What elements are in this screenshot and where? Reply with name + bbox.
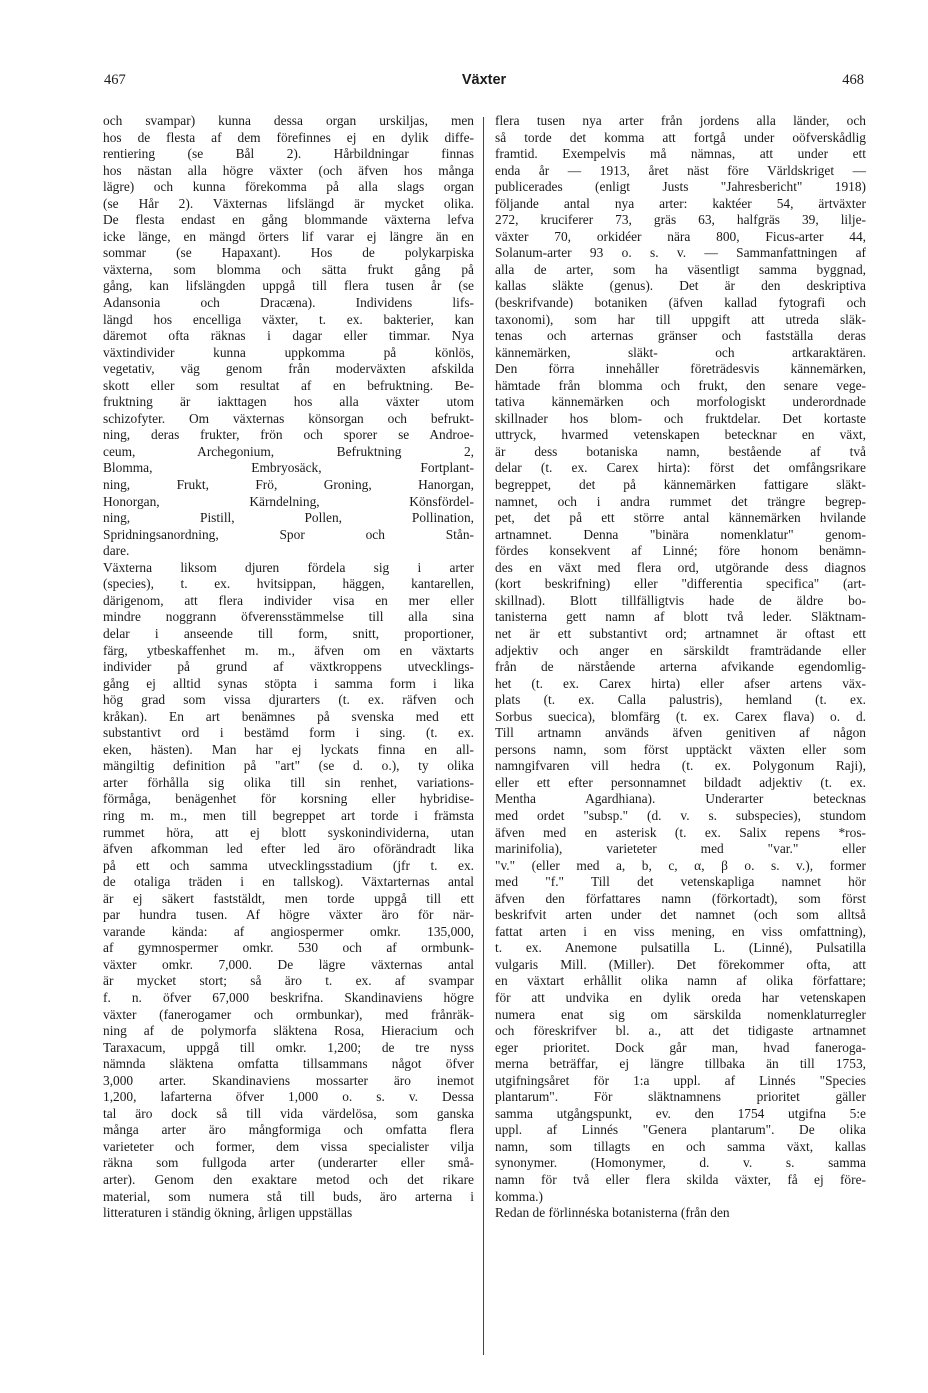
text-line: beskrifvit arten under det namnet (och som alltså: [495, 907, 866, 923]
text-line: net är ett substantivt ord; artnamnet är oftast ett: [495, 625, 866, 641]
text-line: hos nästan alla högre växter (och äfven hos många: [103, 162, 474, 178]
text-line: taxonomi), som har till uppgift att utreda släk-: [495, 311, 866, 327]
text-line: "v." (eller med a, b, c, α, β o. s. v.), former: [495, 857, 866, 873]
text-line: fruktning är iakttagen hos alla växter utom: [103, 394, 474, 410]
page-number-left: 467: [104, 72, 126, 88]
text-line: längd hos encelliga växter, t. ex. bakterier, kan: [103, 311, 474, 327]
left-text-column: [103, 113, 474, 1222]
text-line: enda år — 1913, året näst före Världskriget —: [495, 162, 866, 178]
text-line: Taraxacum, uppgå till omkr. 1,200; de tre nyss: [103, 1039, 474, 1055]
text-line: Mentha Agardhiana). Underarter betecknas: [495, 791, 866, 807]
text-line: mindre noggrann öfverensstämmelse till alla sina: [103, 609, 474, 625]
text-line: Adansonia och Dracæna). Individens lifs-: [103, 295, 474, 311]
text-line: växter (fanerogamer och ormbunkar), med frånräk-: [103, 1006, 474, 1022]
text-line: är mycket stort; så äro t. ex. af svampar: [103, 973, 474, 989]
text-line: hög grad som vissa djurarters (t. ex. räfven och: [103, 692, 474, 708]
text-line: tenas och arternas gränser och fastställa deras: [495, 328, 866, 344]
text-line: är ej säkert faststäldt, men torde uppgå till ett: [103, 890, 474, 906]
text-line: med "f." Till det vetenskapliga namnet hör: [495, 874, 866, 890]
text-line: däremot ofta räknas i dagar eller timmar. Nya: [103, 328, 474, 344]
text-line: uppl. af Linnés "Genera plantarum". De olika: [495, 1122, 866, 1138]
text-line: ning af de polymorfa släktena Rosa, Hieracium och: [103, 1023, 474, 1039]
running-header: [104, 72, 864, 94]
text-line: är dess botaniska namn, bestående af två: [495, 443, 866, 459]
text-line: framtid. Exempelvis må nämnas, att under ett: [495, 146, 866, 162]
text-line: Till artnamn används äfven genitiven af någon: [495, 725, 866, 741]
page-number-right: 468: [842, 72, 864, 88]
text-line: växterna, som blomma och sätta frukt gång på: [103, 261, 474, 277]
text-line: namngifvaren vill hedra (t. ex. Polygonum Raji),: [495, 758, 866, 774]
text-line: numera enat sig om särskilda nomenklaturregler: [495, 1006, 866, 1022]
text-line: schizofyter. Om växternas könsorgan och befrukt-: [103, 410, 474, 426]
text-line: (species), t. ex. hvitsippan, häggen, kantarellen,: [103, 576, 474, 592]
text-line: hos de flesta af dem förefinnes ej en dylik diffe-: [103, 129, 474, 145]
text-line: växter omkr. 7,000. De lägre växternas antal: [103, 956, 474, 972]
text-line: eger prioritet. Dock går man, hvad fanerogа-: [495, 1039, 866, 1055]
text-line: skillnad). Blott tillfälligtvis hade de äldre bo-: [495, 592, 866, 608]
text-line: 3,000 arter. Skandinaviens mossarter äro inemot: [103, 1072, 474, 1088]
text-line: arter). Genom den exaktare metod och det rikare: [103, 1172, 474, 1187]
text-line: uttryck, hvarmed vetenskapen betecknar en växt,: [495, 427, 866, 443]
text-line: (se Hår 2). Växternas lifslängd är mycket olika.: [103, 195, 474, 211]
text-line: tal äro dock så till vida värdelösa, som ganska: [103, 1105, 474, 1121]
text-line: dare.: [103, 543, 130, 559]
text-line: Honorgan, Kärndelning, Könsfördel-: [103, 493, 474, 509]
text-line: skillnader hos blom- och fruktdelar. Det kortaste: [495, 410, 866, 426]
text-line: litteraturen i ständig ökning, årligen uppställas: [103, 1205, 353, 1221]
text-line: f. n. öfver 67,000 beskrifna. Skandinaviens högre: [103, 989, 474, 1005]
text-line: alla de arter, som ha väsentligt samma byggnad,: [495, 261, 866, 277]
text-line: arter förhålla sig olika till sin renhet, variations-: [103, 774, 474, 790]
text-line: ning, Frukt, Frö, Groning, Hanorgan,: [103, 477, 474, 493]
text-line: Växterna liksom djuren fördela sig i arter: [103, 559, 474, 575]
text-line: tanisterna gett namn af blott två leder. Släktnam-: [495, 609, 866, 625]
text-line: par hundra tusen. Af högre växter äro för när-: [103, 907, 474, 923]
text-line: des en växt med flera ord, utgörande dess diagnos: [495, 559, 866, 575]
text-line: flera tusen nya arter från jordens alla länder, och: [495, 113, 866, 128]
text-line: fördes konsekvent af Linné; före honom benämn-: [495, 543, 866, 559]
text-line: merna beträffar, ej längre tillbaka än till 1753,: [495, 1056, 866, 1072]
text-line: därigenom, att flera individer visa en mer eller: [103, 592, 474, 608]
text-line: komma.): [495, 1188, 543, 1204]
text-line: (beskrifvande) botaniken (äfven kallad fytografi och: [495, 295, 866, 311]
text-line: marinifolia), varieteter med "var." eller: [495, 841, 866, 857]
text-line: gång ej alltid synas stöpta i samma form i lika: [103, 675, 474, 691]
text-line: så torde det komma att fortgå under oöfverskådlig: [495, 129, 866, 145]
text-line: af gymnospermer omkr. 530 och af ormbunk-: [103, 940, 474, 956]
text-line: persons namn, som först upptäckt växten eller som: [495, 741, 866, 757]
text-line: lägre) och kunna förekomma på alla slags organ: [103, 179, 474, 195]
text-line: het (t. ex. Carex hirta) eller afser artens väx-: [495, 675, 866, 691]
text-line: kallas släkte (genus). Det är den deskriptiva: [495, 278, 866, 294]
text-line: hämtade från blomma och frukt, den senare vege-: [495, 377, 866, 393]
text-line: varande kända: af angiospermer omkr. 135,000,: [103, 923, 474, 939]
text-line: individer på grund af växtkroppens utvecklings-: [103, 659, 474, 675]
text-line: 1,200, lafarterna öfver 1,000 o. s. v. Dessa: [103, 1089, 474, 1105]
text-line: äfven afkomman led efter led äro oförändradt lika: [103, 841, 474, 857]
text-line: de otaliga träden i en tallskog). Växtarternas antal: [103, 874, 474, 890]
text-line: kråkan). En art benämnes på svenska med ett: [103, 708, 474, 724]
text-line: varieteter och former, dem vissa specialister vilja: [103, 1138, 474, 1154]
text-line: många arter äro mångformiga och omfatta flera: [103, 1122, 474, 1138]
text-line: från de närstående arterna afvikande egendomlig-: [495, 659, 866, 675]
text-line: utgifningsåret för 1:a uppl. af Linnés "Species: [495, 1072, 866, 1088]
text-line: eken, hästen). Man har ej lyckats finna en all-: [103, 741, 474, 757]
text-line: publicerades (enligt Justs "Jahresbericht" 1918): [495, 179, 866, 195]
text-line: ning, deras frukter, frön och sporer se Androe-: [103, 427, 474, 443]
text-line: ning, Pistill, Pollen, Pollination,: [103, 510, 474, 526]
text-line: färg, ytbeskaffenhet m. m., äfven om en växtarts: [103, 642, 474, 658]
text-line: delar (t. ex. Carex hirta): först det omfångsrikare: [495, 460, 866, 476]
text-line: ring m. m., men till begreppet art torde i främsta: [103, 807, 474, 823]
text-line: delar i anseende till form, snitt, proportioner,: [103, 625, 474, 641]
text-line: t. ex. Anemone pulsatilla L. (Linné), Pulsatilla: [495, 940, 866, 956]
text-line: äfven den författares namn (förkortadt), som först: [495, 890, 866, 906]
text-line: kännemärken, släkt- och artkaraktären.: [495, 344, 866, 360]
text-line: namnet, och i andra rummet det trängre begrep-: [495, 493, 866, 509]
text-line: namn för två eller flera skilda växter, få ej före-: [495, 1172, 866, 1187]
column-divider: [483, 117, 484, 1355]
text-line: artnamnet. Denna "binära nomenklatur" genom-: [495, 526, 866, 542]
text-line: pet, det på ett större antal kännemärken hvilande: [495, 510, 866, 526]
text-line: namn, som tillagts en och samma växt, kallas: [495, 1138, 866, 1154]
text-line: växtindivider kunna uppkomma på könlös,: [103, 344, 474, 360]
text-line: mängiltig definition på "art" (se d. o.), ty olika: [103, 758, 474, 774]
text-line: samma utgångspunkt, ev. den 1754 utgifna 5:e: [495, 1105, 866, 1121]
text-line: nämnda släktena omfatta tillsammans något öfver: [103, 1056, 474, 1072]
text-line: med ordet "subsp." (d. v. s. subspecies), stundom: [495, 807, 866, 823]
text-line: De flesta endast en gång blommande växterna lefva: [103, 212, 474, 228]
text-line: begreppet, det på kännemärken fattigare släkt-: [495, 477, 866, 493]
text-line: räkna som fullgoda arter (underarter eller små-: [103, 1155, 474, 1171]
text-line: vulgaris Mill. (Miller). Det förekommer ofta, att: [495, 956, 866, 972]
text-line: tativa kännemärken och morfologiskt underordnade: [495, 394, 866, 410]
text-line: substantivt ord i bestämd form i sing. (t. ex.: [103, 725, 474, 741]
text-line: ceum, Archegonium, Befruktning 2,: [103, 443, 474, 459]
text-line: 272, kruciferer 73, gräs 63, halfgräs 39, lilje-: [495, 212, 866, 228]
text-line: icke länge, en mängd örters lif varar ej längre än en: [103, 228, 474, 244]
text-line: plantarum". För släktnamnens prioritet gäller: [495, 1089, 866, 1105]
text-line: på ett och samma utvecklingsstadium (jfr t. ex.: [103, 857, 474, 873]
text-line: Den förra innehåller företrädesvis kännemärken,: [495, 361, 866, 377]
page-title: Växter: [461, 72, 507, 88]
text-line: förmåga, benägenhet för korsning eller hybridise-: [103, 791, 474, 807]
text-line: rummet höra, att ej blott syskonindividerna, utan: [103, 824, 474, 840]
text-line: gång, kan lifslängden uppgå till flera tusen år (se: [103, 278, 474, 294]
text-line: äfven med en asterisk (t. ex. Salix repens *ros-: [495, 824, 866, 840]
text-line: fattat arten i en viss mening, en viss omfattning),: [495, 923, 866, 939]
text-line: rentiering (se Bål 2). Hårbildningar finnas: [103, 146, 474, 162]
text-line: eller ett efter personnamnet bildadt adjektiv (t. ex.: [495, 774, 866, 790]
text-line: Sorbus suecica), blomfärg (t. ex. Carex flava) o. d.: [495, 708, 866, 724]
right-text-column: [495, 113, 866, 1222]
text-line: material, som numera stå till buds, äro arterna i: [103, 1188, 474, 1204]
text-line: för att undvika en dylik oreda har vetenskapen: [495, 989, 866, 1005]
text-line: plats (t. ex. Calla palustris), hemland (t. ex.: [495, 692, 866, 708]
text-line: sommar (se Hapaxant). Hos de polykarpiska: [103, 245, 474, 261]
text-line: följande antal nya arter: kaktéer 54, ärtväxter: [495, 195, 866, 211]
text-line: växter 70, orkidéer nära 800, Ficus-arter 44,: [495, 228, 866, 244]
text-line: vegetativ, väg genom från moderväxten afskilda: [103, 361, 474, 377]
text-line: skott eller som resultat af en befruktning. Be-: [103, 377, 474, 393]
text-line: Solanum-arter 93 o. s. v. — Sammanfattningen af: [495, 245, 866, 261]
text-line: synonymer. (Homonymer, d. v. s. samma: [495, 1155, 866, 1171]
text-line: Blomma, Embryosäck, Fortplant-: [103, 460, 474, 476]
text-line: en växtart erhållit olika namn af olika författare;: [495, 973, 866, 989]
text-line: (kort beskrifning) eller "differentia specifica" (art-: [495, 576, 866, 592]
text-line: Spridningsanordning, Spor och Stån-: [103, 526, 474, 542]
text-line: Redan de förlinnéska botanisterna (från den: [495, 1205, 730, 1221]
text-line: och föreskrifver bl. a., att det tidigaste artnamnet: [495, 1023, 866, 1039]
text-line: adjektiv och anger en särskildt framträdande eller: [495, 642, 866, 658]
text-line: och svampar) kunna dessa organ urskiljas, men: [103, 113, 474, 128]
